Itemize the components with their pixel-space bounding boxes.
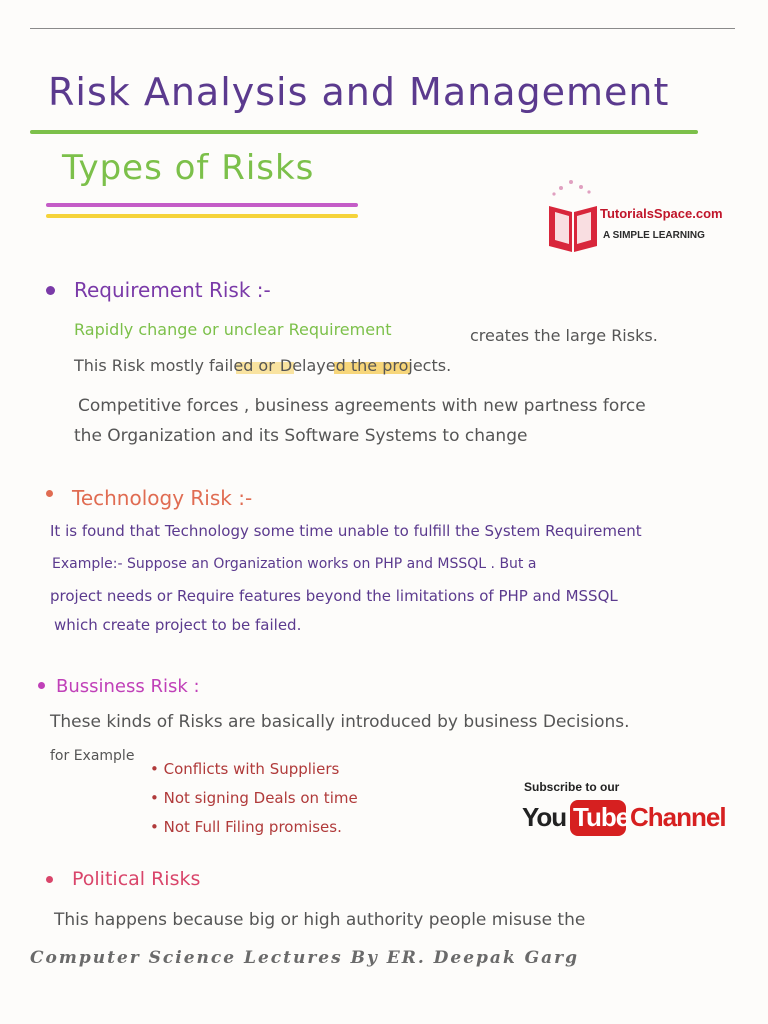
section-line: which create project to be failed. [54, 616, 302, 634]
open-book-icon [545, 178, 601, 258]
section-heading-requirement-risk: Requirement Risk :- [74, 278, 271, 302]
subtitle-underline-pink [46, 203, 358, 207]
top-rule [30, 28, 735, 29]
bullet-dot [46, 490, 53, 497]
section-line: Example:- Suppose an Organization works on PHP and MSSQL . But a [52, 556, 537, 572]
section-line: creates the large Risks. [470, 326, 658, 345]
logo-name: TutorialsSpace.com [600, 206, 723, 221]
youtube-tube-text: Tube [573, 802, 630, 832]
youtube-channel-text: Channel [630, 802, 726, 832]
section-line: This Risk mostly failed or Delayed the projects. [74, 356, 452, 375]
list-item: • Not signing Deals on time [150, 789, 358, 807]
section-line: for Example [50, 748, 135, 764]
footer-watermark: Computer Science Lectures By ER. Deepak Garg [30, 948, 580, 968]
title-underline [30, 130, 698, 134]
section-line: This happens because big or high authority people misuse the [54, 910, 586, 930]
section-line: Competitive forces , business agreements with new partness force [78, 396, 646, 416]
section-heading-technology-risk: Technology Risk :- [72, 486, 253, 510]
section-heading-business-risk: Bussiness Risk : [56, 676, 200, 697]
list-item: • Conflicts with Suppliers [150, 760, 340, 778]
section-line: the Organization and its Software Systems to change [74, 426, 528, 446]
youtube-you-text: You [522, 802, 567, 832]
youtube-subscribe-badge[interactable] [520, 780, 726, 850]
section-line: It is found that Technology some time unable to fulfill the System Requirement [50, 522, 642, 540]
bullet-dot [46, 876, 53, 883]
section-line: Rapidly change or unclear Requirement [74, 320, 392, 339]
page-title: Risk Analysis and Management [48, 70, 670, 114]
page-subtitle: Types of Risks [62, 148, 315, 188]
bullet-dot [38, 682, 45, 689]
logo-tagline: A SIMPLE LEARNING [603, 230, 705, 241]
bullet-dot [46, 286, 55, 295]
section-line: project needs or Require features beyond the limitations of PHP and MSSQL [50, 587, 618, 605]
section-heading-political-risks: Political Risks [72, 868, 201, 890]
subtitle-underline-yellow [46, 214, 358, 218]
list-item: • Not Full Filing promises. [150, 818, 342, 836]
section-line: These kinds of Risks are basically introduced by business Decisions. [50, 712, 630, 732]
tutorials-space-logo[interactable] [545, 178, 723, 258]
subscribe-text: Subscribe to our [524, 780, 620, 794]
